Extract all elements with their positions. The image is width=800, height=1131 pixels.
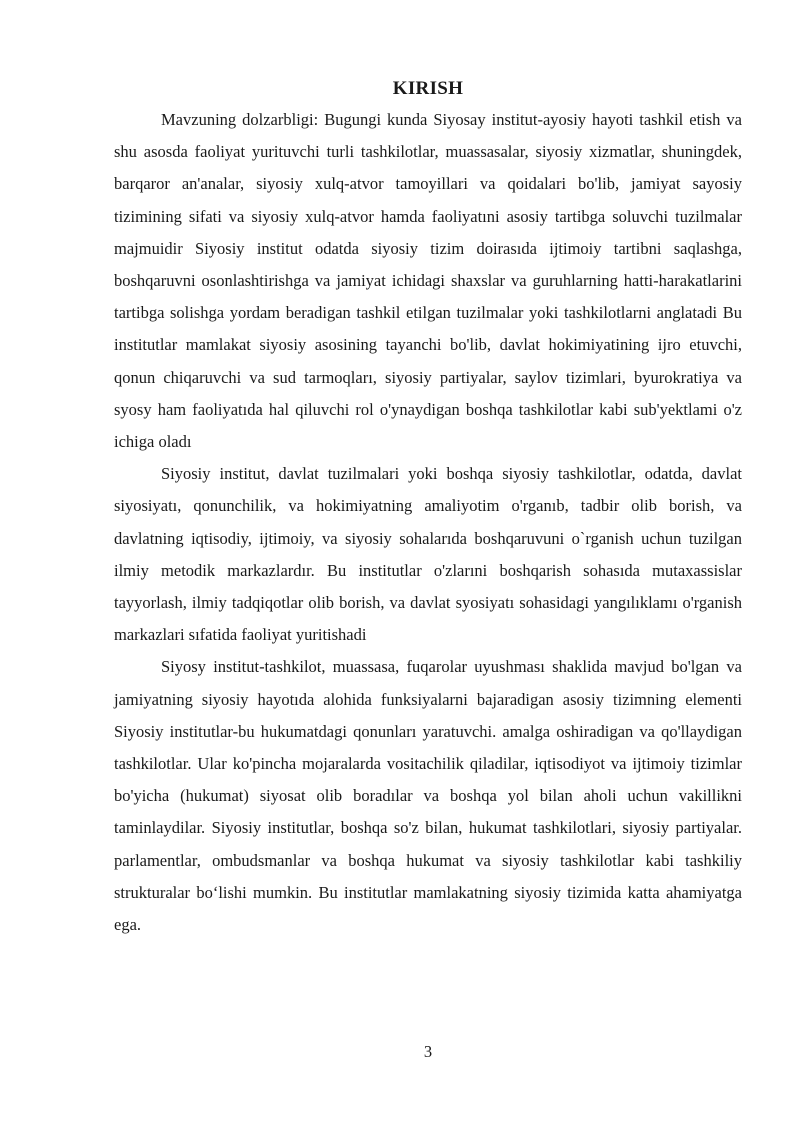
paragraph-political-institutions: Siyosy institut-tashkilot, muassasa, fuqarolar uyushması shaklida mavjud bo'lgan va jamiyatning siyosiy hayotıda alohida funksiyalarni bajaradigan asosiy tizimning elementi Siyosiy institutlar-bu hukumatdagi qonunları yaratuvchi. amalga oshiradigan va qo'llaydigan tashkilotlar. Ular ko'pincha mojaralarda vositachilik qiladilar, iqtisodiyot va ijtimoiy tizimlar bo'yicha (hukumat) siyosat olib boradılar va boshqa yol bilan aholi uchun vakillikni taminlaydilar. Siyosiy institutlar, boshqa so'z bilan, hukumat tashkilotlari, siyosiy partiyalar. parlamentlar, ombudsmanlar va boshqa hukumat va siyosiy tashkilotlar kabi tashkiliy strukturalar bo‘lishi mumkin. Bu institutlar mamlakatning siyosiy tizimida katta ahamiyatga ega.: [114, 657, 742, 935]
page-title: KIRISH: [392, 78, 464, 99]
document-page: [114, 74, 742, 941]
page-number: 3: [423, 1042, 433, 1061]
paragraph-relevance: Mavzuning dolzarbligi: Bugungi kunda Siyosay institut-ayosiy hayoti tashkil etish va shu asosda faoliyat yurituvchi turli tashkilotlar, muassasalar, siyosiy xizmatlar, shuningdek, barqaror an'analar, siyosiy xulq-atvor tamoyillari va qoidalari bo'lib, jamiyat sayosiy tizimining sifati va siyosiy xulq-atvor hamda faoliyatıni asosiy tartibga soluvchi tuzilmalar majmuidir Siyosiy institut odatda siyosiy tizim doirasıda ijtimoiy tartibni saqlashga, boshqaruvni osonlashtirishga va jamiyat ichidagi shaxslar va guruhlarning hatti-harakatlarini tartibga solishga yordam beradigan tashkil etilgan tuzilmalar yoki tashkilotlarni anglatadi Bu institutlar mamlakat siyosiy asosining tayanchi bo'lib, davlat hokimiyatining ijro etuvchi, qonun chiqaruvchi va sud tarmoqları, siyosiy partiyalar, saylov tizimlari, byurokratiya va syosy ham faoliyatıda hal qiluvchi rol o'ynaydigan boshqa tashkilotlar kabi sub'yektlami o'z ichiga oladı: [114, 110, 742, 452]
paragraph-political-institute: Siyosiy institut, davlat tuzilmalari yoki boshqa siyosiy tashkilotlar, odatda, davlat siyosiyatı, qonunchilik, va hokimiyatning amaliyotim o'rganıb, tadbir olib borish, va davlatning iqtisodiy, ijtimoiy, va siyosiy sohalarıda boshqaruvuni o`rganish uchun tuzilgan ilmiy metodik markazlardır. Bu institutlar o'zlarıni boshqarish sohasıda mutaxassislar tayyorlash, ilmiy tadqiqotlar olib borish, va davlat syosiyatı sohasidagi yangılıklamı o'rganish markazlari sıfatida faoliyat yuritishadi: [114, 464, 742, 645]
